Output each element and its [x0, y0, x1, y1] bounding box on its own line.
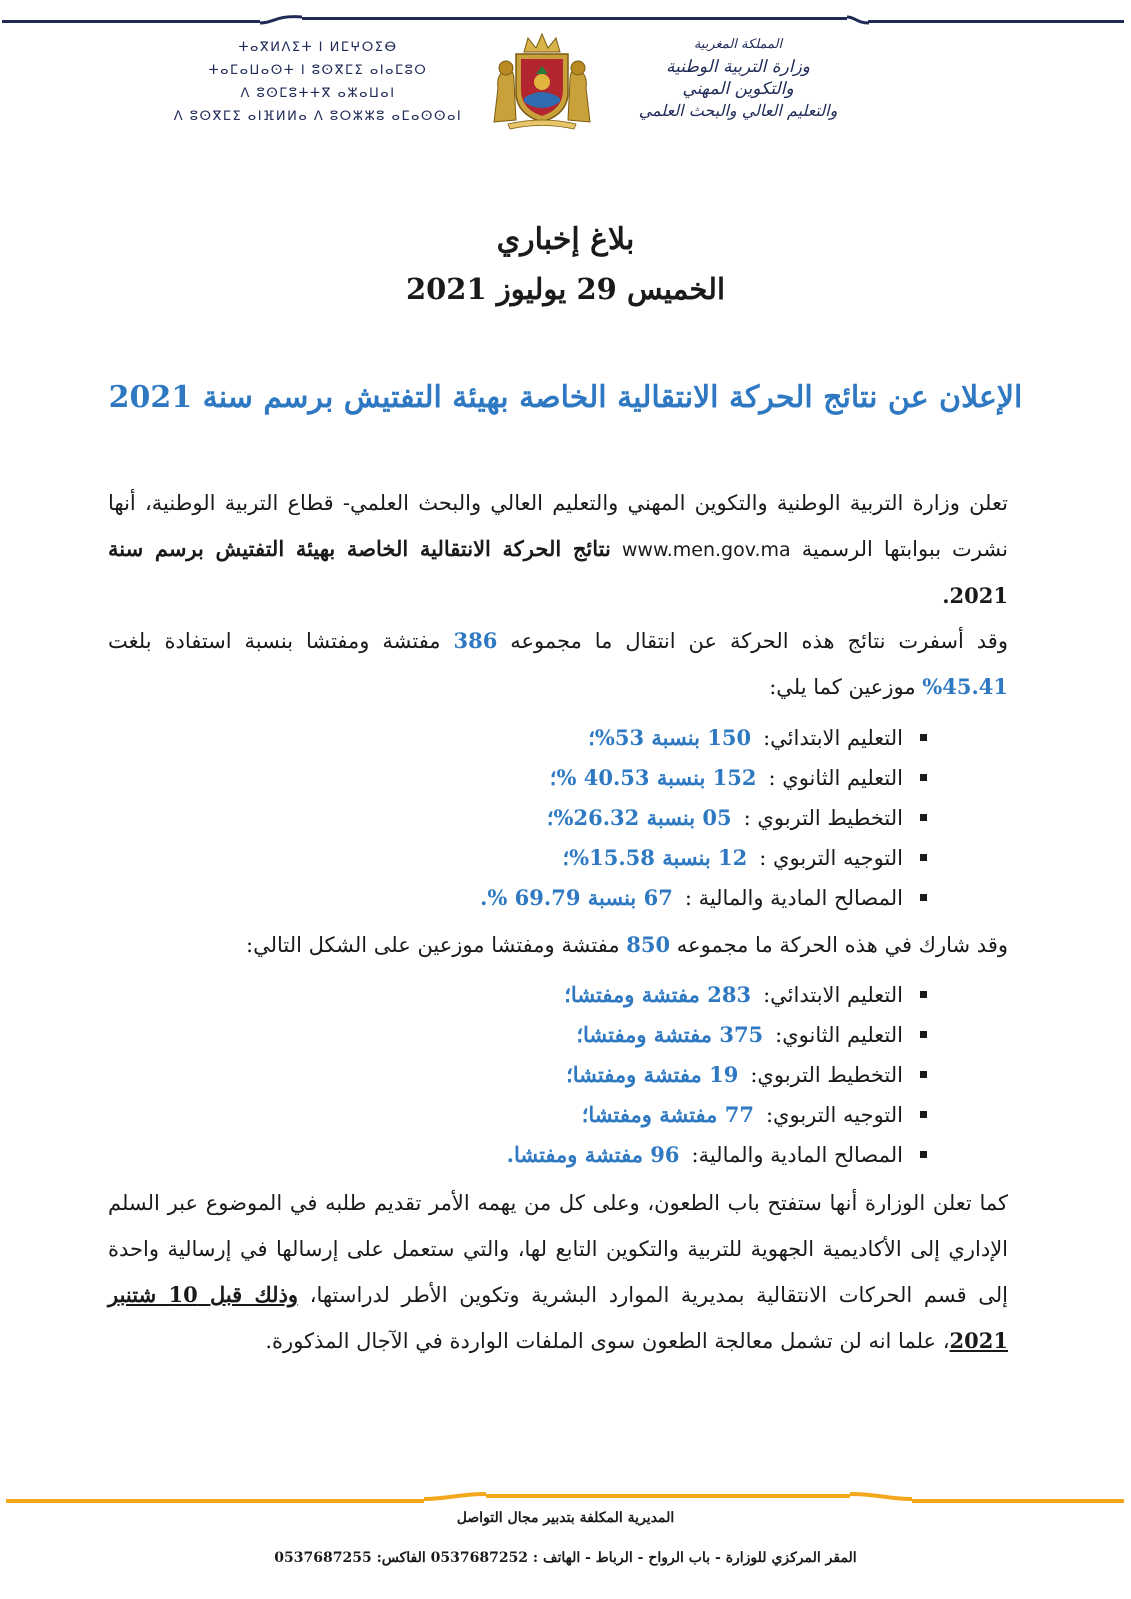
ministry-name-arabic [588, 34, 888, 122]
ministry-line: وزارة التربية الوطنية [665, 57, 811, 77]
footer-directorate: المديرية المكلفة بتدبير مجال التواصل [456, 1510, 675, 1526]
bullet-icon [920, 1151, 927, 1158]
intro-bold-text: نتائج الحركة الانتقالية الخاصة بهيئة التفتيش برسم سنة 2021. [108, 536, 1008, 608]
item-label: التخطيط التربوي : [743, 806, 903, 830]
list-item [307, 975, 927, 1015]
results-summary-paragraph [108, 618, 1008, 710]
item-label: التوجيه التربوي: [765, 1103, 903, 1127]
list-item [307, 1015, 927, 1055]
list-item [307, 798, 927, 838]
bullet-icon [920, 814, 927, 821]
list-item [307, 1055, 927, 1095]
list-item [307, 878, 927, 918]
appeals-paragraph [108, 1180, 1008, 1364]
moroccan-coat-of-arms-icon [486, 30, 598, 130]
bullet-icon [920, 1071, 927, 1078]
ministry-line: والتكوين المهني [682, 79, 794, 99]
item-label: التعليم الابتدائي: [763, 983, 903, 1007]
bullet-icon [920, 991, 927, 998]
ministry-line: والتعليم العالي والبحث العلمي [638, 101, 838, 120]
results-list [307, 718, 927, 918]
bullet-icon [920, 894, 927, 901]
benefit-rate: 45.41% [922, 674, 1008, 699]
item-label: التوجيه التربوي : [759, 846, 903, 870]
transferred-count: 386 [453, 628, 498, 653]
footer-rule [6, 1494, 1124, 1508]
tifinagh-line: ⵜⴰⴳⵍⴷⵉⵜ ⵏ ⵍⵎⵖⵔⵉⴱ [238, 40, 398, 55]
tifinagh-line: ⴷ ⵓⵙⵎⵓⵜⵜⴳ ⴰⵣⴰⵡⴰⵏ [240, 86, 396, 101]
participants-text: وقد شارك في هذه الحركة ما مجموعه [676, 933, 1008, 957]
list-item [307, 838, 927, 878]
participants-text: مفتشة ومفتشا موزعين على الشكل التالي: [246, 933, 620, 957]
item-value: 152 بنسبة 40.53 %؛ [549, 765, 757, 790]
item-label: المصالح المادية والمالية: [691, 1143, 903, 1167]
intro-paragraph [108, 480, 1008, 619]
document-date: الخميس 29 يوليوز 2021 [405, 272, 726, 306]
participants-list [307, 975, 927, 1175]
item-value: 12 بنسبة 15.58%؛ [562, 845, 748, 870]
appeals-text: ، علما انه لن تشمل معالجة الطعون سوى الملفات الواردة في الآجال المذكورة. [265, 1329, 950, 1353]
intro-text: تعلن وزارة التربية الوطنية والتكوين المهني والتعليم العالي والبحث العلمي- قطاع التربية الوطنية، أنها نشرت ببوابتها الرسمية [108, 491, 1008, 561]
item-value: 96 مفتشة ومفتشا. [506, 1142, 680, 1167]
list-item [307, 1135, 927, 1175]
item-label: التعليم الابتدائي: [763, 726, 903, 750]
tifinagh-ministry-name [168, 36, 468, 128]
item-value: 77 مفتشة ومفتشا؛ [581, 1102, 754, 1127]
results-text: موزعين كما يلي: [769, 675, 916, 699]
appeals-text: كما تعلن الوزارة أنها ستفتح باب الطعون، وعلى كل من يهمه الأمر تقديم طلبه في الموضوع عبر السلم الإداري إلى الأكاديمية الجهوية للتربية والتكوين التابع لها، والتي ستعمل على إرسالها في إرسالية واحدة إلى قسم الحركات الانتقالية بمديرية الموارد البشرية وتكوين الأطر لدراستها، [108, 1191, 1008, 1307]
results-text: مفتشة ومفتشا بنسبة استفادة بلغت [108, 629, 441, 653]
bullet-icon [920, 774, 927, 781]
item-label: المصالح المادية والمالية : [684, 886, 903, 910]
list-item [307, 758, 927, 798]
appeals-deadline: وذلك قبل 10 شتنبر 2021 [108, 1282, 1008, 1353]
item-label: التعليم الثانوي : [768, 766, 903, 790]
tifinagh-line: ⴷ ⵓⵙⴳⵎⵉ ⴰⵏⴼⵍⵍⴰ ⴷ ⵓⵔⵣⵣⵓ ⴰⵎⴰⵙⵙⴰⵏ [173, 109, 463, 124]
item-label: التخطيط التربوي: [750, 1063, 903, 1087]
participants-count: 850 [626, 932, 671, 957]
item-value: 05 بنسبة 26.32%؛ [546, 805, 732, 830]
item-value: 150 بنسبة 53%؛ [588, 725, 752, 750]
header-rule [2, 20, 1124, 27]
item-value: 19 مفتشة ومفتشا؛ [566, 1062, 739, 1087]
tifinagh-line: ⵜⴰⵎⴰⵡⴰⵙⵜ ⵏ ⵓⵙⴳⵎⵉ ⴰⵏⴰⵎⵓⵔ [208, 63, 428, 78]
results-text: وقد أسفرت نتائج هذه الحركة عن انتقال ما مجموعه [510, 629, 1008, 653]
bullet-icon [920, 854, 927, 861]
item-value: 375 مفتشة ومفتشا؛ [576, 1022, 764, 1047]
ministry-website-link[interactable]: www.men.gov.ma [621, 539, 791, 561]
headline: الإعلان عن نتائج الحركة الانتقالية الخاصة بهيئة التفتيش برسم سنة 2021 [108, 380, 1023, 415]
participants-summary-paragraph [108, 922, 1008, 968]
item-value: 67 بنسبة 69.79 %. [480, 885, 673, 910]
list-item [307, 718, 927, 758]
bullet-icon [920, 1031, 927, 1038]
bullet-icon [920, 1111, 927, 1118]
document-type-title: بلاغ إخباري [496, 222, 635, 257]
footer-contact: المقر المركزي للوزارة - باب الرواح - الرباط - الهاتف : 0537687252 الفاكس: 0537687255 [274, 1550, 857, 1566]
item-value: 283 مفتشة ومفتشا؛ [564, 982, 752, 1007]
item-label: التعليم الثانوي: [775, 1023, 903, 1047]
list-item [307, 1095, 927, 1135]
bullet-icon [920, 734, 927, 741]
ministry-line: المملكة المغربية [693, 37, 783, 52]
